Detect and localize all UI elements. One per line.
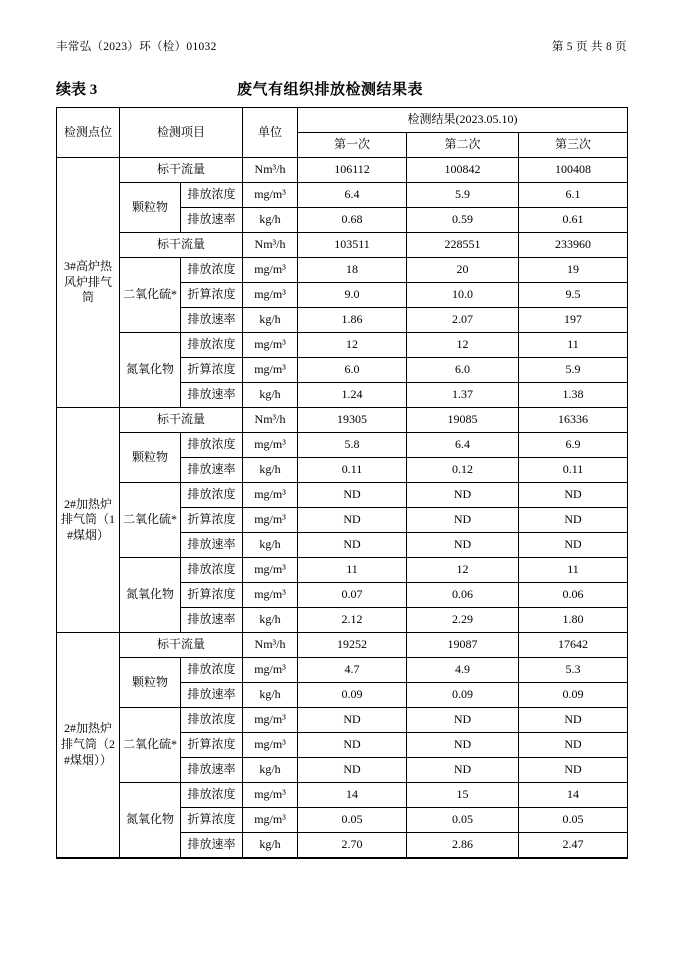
item-cell: 排放速率 (181, 458, 243, 483)
value-cell: 11 (519, 333, 628, 358)
value-cell: 4.7 (298, 658, 407, 683)
table-row (57, 633, 628, 658)
item-cell: 排放速率 (181, 833, 243, 858)
value-cell: 19305 (298, 408, 407, 433)
header-results-cell: 检测结果(2023.05.10) (298, 108, 628, 133)
value-cell: 0.07 (298, 583, 407, 608)
value-cell: ND (298, 758, 407, 783)
value-cell: 100408 (519, 158, 628, 183)
value-cell: 2.07 (407, 308, 519, 333)
pollutant-cell: 二氧化硫* (120, 258, 181, 333)
unit-cell: mg/m³ (243, 258, 298, 283)
item-cell: 排放速率 (181, 608, 243, 633)
pollutant-cell: 颗粒物 (120, 433, 181, 483)
value-cell: ND (519, 533, 628, 558)
value-cell: 1.37 (407, 383, 519, 408)
value-cell: 11 (298, 558, 407, 583)
item-cell: 折算浓度 (181, 733, 243, 758)
value-cell: ND (519, 758, 628, 783)
value-cell: 15 (407, 783, 519, 808)
item-cell: 折算浓度 (181, 583, 243, 608)
value-cell: 1.80 (519, 608, 628, 633)
pollutant-cell: 二氧化硫* (120, 708, 181, 783)
point-cell: 2#加热炉排气筒（1#煤烟） (57, 408, 120, 633)
value-cell: 20 (407, 258, 519, 283)
unit-cell: mg/m³ (243, 783, 298, 808)
value-cell: 2.86 (407, 833, 519, 858)
table-row (57, 183, 628, 208)
page-header (56, 38, 627, 54)
table-row (57, 658, 628, 683)
value-cell: 0.09 (407, 683, 519, 708)
unit-cell: mg/m³ (243, 483, 298, 508)
value-cell: 6.1 (519, 183, 628, 208)
unit-cell: mg/m³ (243, 733, 298, 758)
value-cell: 6.0 (298, 358, 407, 383)
unit-cell: mg/m³ (243, 558, 298, 583)
value-cell: 6.4 (298, 183, 407, 208)
item-cell: 排放浓度 (181, 258, 243, 283)
title-row (56, 78, 627, 98)
unit-cell: kg/h (243, 383, 298, 408)
unit-cell: kg/h (243, 608, 298, 633)
unit-cell: mg/m³ (243, 333, 298, 358)
value-cell: 0.09 (519, 683, 628, 708)
value-cell: 5.3 (519, 658, 628, 683)
header-run2-cell: 第二次 (407, 133, 519, 158)
table-row (57, 158, 628, 183)
unit-cell: mg/m³ (243, 183, 298, 208)
unit-cell: mg/m³ (243, 583, 298, 608)
item-cell: 折算浓度 (181, 358, 243, 383)
item-cell: 排放速率 (181, 383, 243, 408)
table-row (57, 108, 628, 133)
value-cell: ND (407, 758, 519, 783)
table-row (57, 333, 628, 358)
item-cell: 排放速率 (181, 758, 243, 783)
value-cell: 9.5 (519, 283, 628, 308)
value-cell: 19087 (407, 633, 519, 658)
value-cell: 0.06 (407, 583, 519, 608)
value-cell: 6.0 (407, 358, 519, 383)
value-cell: ND (298, 508, 407, 533)
value-cell: 0.11 (298, 458, 407, 483)
table-row (57, 783, 628, 808)
unit-cell: kg/h (243, 308, 298, 333)
item-cell: 排放浓度 (181, 708, 243, 733)
value-cell: 233960 (519, 233, 628, 258)
value-cell: ND (407, 508, 519, 533)
value-cell: 5.9 (519, 358, 628, 383)
value-cell: 0.09 (298, 683, 407, 708)
unit-cell: Nm³/h (243, 233, 298, 258)
value-cell: 0.05 (407, 808, 519, 833)
value-cell: 0.05 (519, 808, 628, 833)
unit-cell: mg/m³ (243, 508, 298, 533)
pollutant-cell: 氮氧化物 (120, 333, 181, 408)
item-cell: 排放浓度 (181, 333, 243, 358)
unit-cell: kg/h (243, 533, 298, 558)
header-run1-cell: 第一次 (298, 133, 407, 158)
value-cell: 0.68 (298, 208, 407, 233)
table-row (57, 258, 628, 283)
value-cell: ND (407, 733, 519, 758)
unit-cell: kg/h (243, 758, 298, 783)
value-cell: 14 (519, 783, 628, 808)
header-unit-cell: 单位 (243, 108, 298, 158)
flow-label-cell: 标干流量 (120, 233, 243, 258)
value-cell: 11 (519, 558, 628, 583)
table-continuation-label: 续表 3 (56, 82, 98, 98)
unit-cell: kg/h (243, 833, 298, 858)
unit-cell: mg/m³ (243, 658, 298, 683)
value-cell: 9.0 (298, 283, 407, 308)
header-item-cell: 检测项目 (120, 108, 243, 158)
value-cell: 4.9 (407, 658, 519, 683)
value-cell: 19252 (298, 633, 407, 658)
flow-label-cell: 标干流量 (120, 408, 243, 433)
pollutant-cell: 颗粒物 (120, 658, 181, 708)
unit-cell: kg/h (243, 683, 298, 708)
value-cell: 10.0 (407, 283, 519, 308)
pollutant-cell: 氮氧化物 (120, 783, 181, 858)
value-cell: 5.9 (407, 183, 519, 208)
unit-cell: Nm³/h (243, 158, 298, 183)
value-cell: 12 (298, 333, 407, 358)
value-cell: 19085 (407, 408, 519, 433)
flow-label-cell: 标干流量 (120, 158, 243, 183)
unit-cell: mg/m³ (243, 708, 298, 733)
value-cell: 0.61 (519, 208, 628, 233)
value-cell: 228551 (407, 233, 519, 258)
item-cell: 排放浓度 (181, 483, 243, 508)
value-cell: ND (298, 708, 407, 733)
item-cell: 排放浓度 (181, 183, 243, 208)
results-table (56, 107, 628, 859)
value-cell: 12 (407, 558, 519, 583)
unit-cell: kg/h (243, 208, 298, 233)
value-cell: ND (298, 733, 407, 758)
value-cell: 2.29 (407, 608, 519, 633)
value-cell: ND (407, 483, 519, 508)
table-row (57, 408, 628, 433)
item-cell: 排放浓度 (181, 658, 243, 683)
value-cell: 197 (519, 308, 628, 333)
value-cell: 0.11 (519, 458, 628, 483)
value-cell: 5.8 (298, 433, 407, 458)
value-cell: ND (407, 533, 519, 558)
item-cell: 排放浓度 (181, 433, 243, 458)
value-cell: ND (298, 533, 407, 558)
value-cell: 12 (407, 333, 519, 358)
unit-cell: mg/m³ (243, 358, 298, 383)
table-row (57, 483, 628, 508)
point-cell: 2#加热炉排气筒（2#煤烟）） (57, 633, 120, 858)
value-cell: 0.59 (407, 208, 519, 233)
value-cell: 18 (298, 258, 407, 283)
unit-cell: Nm³/h (243, 633, 298, 658)
value-cell: 14 (298, 783, 407, 808)
value-cell: ND (407, 708, 519, 733)
value-cell: 6.9 (519, 433, 628, 458)
unit-cell: mg/m³ (243, 433, 298, 458)
unit-cell: Nm³/h (243, 408, 298, 433)
item-cell: 排放浓度 (181, 558, 243, 583)
unit-cell: kg/h (243, 458, 298, 483)
pollutant-cell: 氮氧化物 (120, 558, 181, 633)
value-cell: 19 (519, 258, 628, 283)
table-row (57, 233, 628, 258)
item-cell: 排放速率 (181, 308, 243, 333)
item-cell: 排放速率 (181, 208, 243, 233)
value-cell: ND (298, 483, 407, 508)
table-row (57, 433, 628, 458)
pollutant-cell: 二氧化硫* (120, 483, 181, 558)
value-cell: 1.86 (298, 308, 407, 333)
value-cell: 2.70 (298, 833, 407, 858)
value-cell: 0.12 (407, 458, 519, 483)
item-cell: 排放浓度 (181, 783, 243, 808)
value-cell: 100842 (407, 158, 519, 183)
unit-cell: mg/m³ (243, 808, 298, 833)
value-cell: 103511 (298, 233, 407, 258)
value-cell: 17642 (519, 633, 628, 658)
value-cell: 2.12 (298, 608, 407, 633)
item-cell: 折算浓度 (181, 283, 243, 308)
table-row (57, 558, 628, 583)
item-cell: 排放速率 (181, 683, 243, 708)
value-cell: ND (519, 483, 628, 508)
value-cell: 16336 (519, 408, 628, 433)
header-point-cell: 检测点位 (57, 108, 120, 158)
value-cell: 1.38 (519, 383, 628, 408)
header-run3-cell: 第三次 (519, 133, 628, 158)
value-cell: 0.06 (519, 583, 628, 608)
value-cell: 106112 (298, 158, 407, 183)
unit-cell: mg/m³ (243, 283, 298, 308)
value-cell: 1.24 (298, 383, 407, 408)
page-title: 废气有组织排放检测结果表 (237, 82, 424, 98)
point-cell: 3#高炉热风炉排气筒 (57, 158, 120, 408)
value-cell: 6.4 (407, 433, 519, 458)
item-cell: 折算浓度 (181, 808, 243, 833)
page-number: 第 5 页 共 8 页 (551, 41, 627, 53)
value-cell: ND (519, 733, 628, 758)
flow-label-cell: 标干流量 (120, 633, 243, 658)
value-cell: 0.05 (298, 808, 407, 833)
value-cell: ND (519, 708, 628, 733)
document-number: 丰常弘（2023）环（检）01032 (56, 41, 217, 53)
table-row (57, 708, 628, 733)
item-cell: 排放速率 (181, 533, 243, 558)
pollutant-cell: 颗粒物 (120, 183, 181, 233)
value-cell: 2.47 (519, 833, 628, 858)
item-cell: 折算浓度 (181, 508, 243, 533)
value-cell: ND (519, 508, 628, 533)
